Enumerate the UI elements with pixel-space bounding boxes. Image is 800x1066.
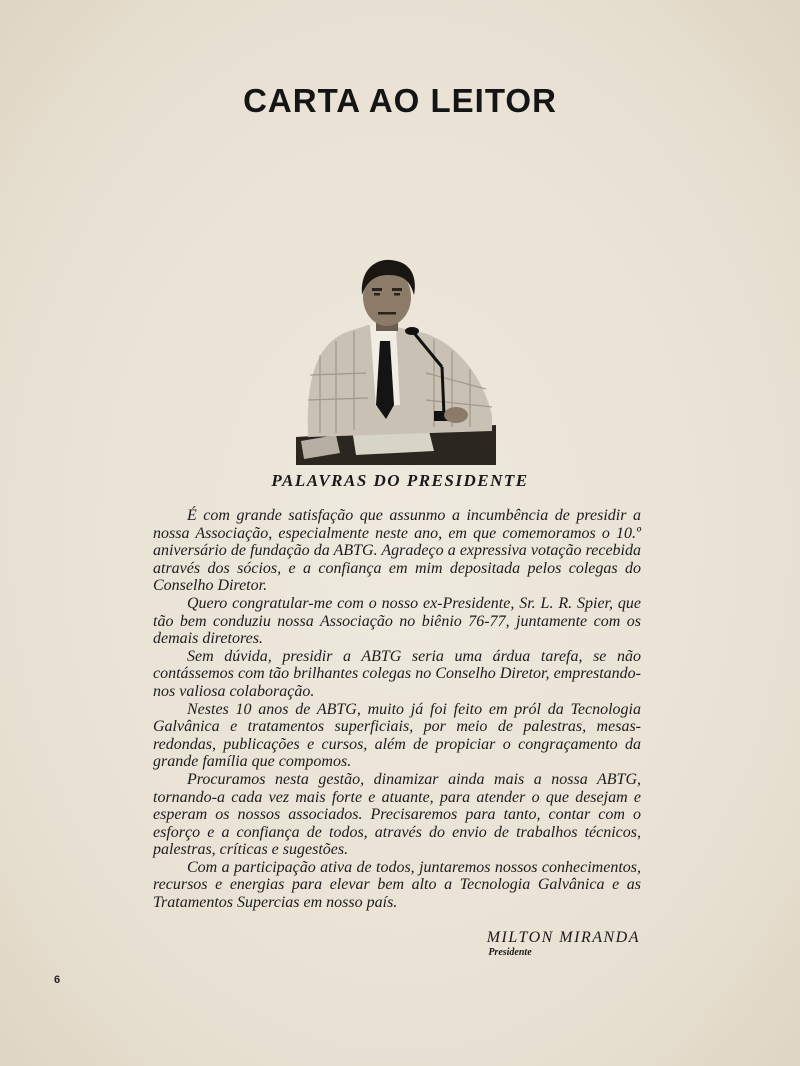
paragraph: Nestes 10 anos de ABTG, muito já foi feito em pról da Tecnologia Galvânica e tratamentos superficiais, por meio de palestras, mesas-redondas, publicações e cursos, além de propiciar o congraçamento da grande família que compomos. bbox=[153, 700, 641, 771]
page-title: CARTA AO LEITOR bbox=[243, 82, 557, 119]
section-subtitle: PALAVRAS DO PRESIDENTE bbox=[271, 471, 529, 490]
paragraph: Procuramos nesta gestão, dinamizar ainda mais a nossa ABTG, tornando-a cada vez mais forte e atuante, para atender o que desejam e esperam os nossos associados. Precisaremos para tanto, contar com o esforço e a confiança de todos, através do envio de trabalhos técnicos, palestras, críticas e sugestões. bbox=[153, 770, 641, 859]
paragraph: Sem dúvida, presidir a ABTG seria uma árdua tarefa, se não contássemos com tão brilhantes colegas no Conselho Diretor, emprestando-nos valiosa colaboração. bbox=[153, 647, 641, 700]
paragraph: É com grande satisfação que assunmo a incumbência de presidir a nossa Associação, especialmente neste ano, em que comemoramos o 10.º aniversário de fundação da ABTG. Agradeço a expressiva votação recebida através dos sócios, e a confiança em mim depositada pelos colegas do Conselho Diretor. bbox=[153, 507, 641, 595]
signature-role: Presidente bbox=[488, 947, 532, 958]
paragraph: Quero congratular-me com o nosso ex-Presidente, Sr. L. R. Spier, que tão bem conduziu nossa Associação no biênio 76-77, juntamente com os demais diretores. bbox=[153, 594, 641, 648]
paragraph: Com a participação ativa de todos, juntaremos nossos conhecimentos, recursos e energias para elevar bem alto a Tecnologia Galvânica e as Tratamentos Supercias em nosso país. bbox=[153, 858, 641, 912]
president-photo bbox=[296, 255, 496, 465]
page-number: 6 bbox=[54, 974, 61, 986]
signature-name: MILTON MIRANDA bbox=[486, 929, 640, 946]
letter-body bbox=[153, 507, 641, 912]
